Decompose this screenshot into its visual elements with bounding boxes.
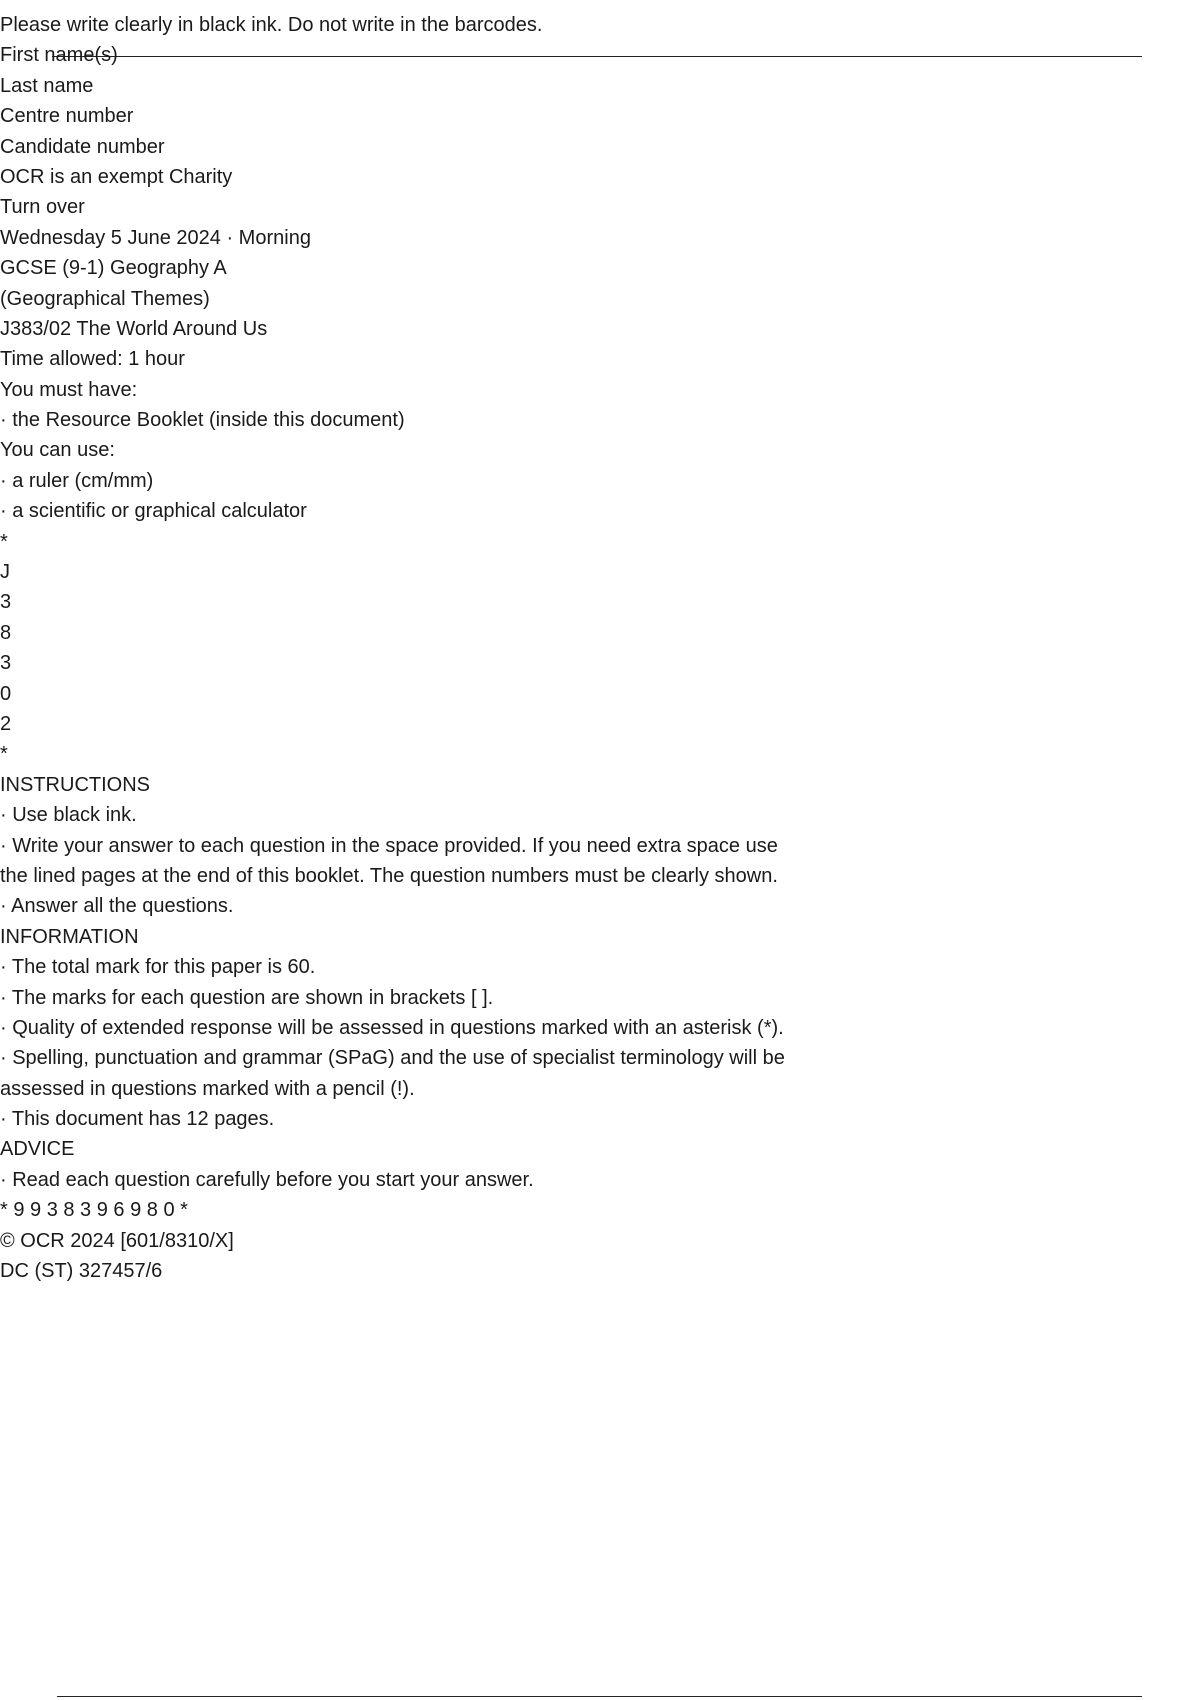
qualification-subtitle: (Geographical Themes) — [0, 287, 210, 310]
information-item-continued: assessed in questions marked with a pencil (!). — [0, 1077, 415, 1100]
centre-number-label: Centre number — [0, 105, 134, 128]
instruction-item: · Use black ink. — [0, 804, 137, 827]
information-item: · Spelling, punctuation and grammar (SPaG) and the use of specialist terminology will be — [0, 1047, 785, 1070]
paper-title: J383/02 The World Around Us — [0, 317, 268, 340]
time-allowed: Time allowed: 1 hour — [0, 348, 185, 371]
instruction-item: · Answer all the questions. — [0, 895, 234, 918]
barcode-char: 3 — [0, 591, 12, 614]
information-heading: INFORMATION — [0, 925, 139, 948]
must-have-item: · the Resource Booklet (inside this document) — [0, 409, 405, 432]
information-item: · The total mark for this paper is 60. — [0, 956, 316, 979]
instruction-item-continued: the lined pages at the end of this booklet. The question numbers must be clearly shown. — [0, 864, 778, 887]
barcode-char: 8 — [0, 621, 12, 644]
barcode-char: * — [0, 743, 8, 766]
instructions-heading: INSTRUCTIONS — [0, 773, 150, 796]
information-item: · This document has 12 pages. — [0, 1108, 275, 1131]
text-lines — [0, 10, 900, 1286]
barcode-char: * — [0, 530, 8, 553]
barcode-char: 2 — [0, 712, 12, 735]
copyright-line: © OCR 2024 [601/8310/X] — [0, 1229, 234, 1252]
barcode-char: 0 — [0, 682, 12, 705]
exam-date: Wednesday 5 June 2024 · Morning — [0, 226, 311, 249]
information-item: · The marks for each question are shown in brackets [ ]. — [0, 986, 494, 1009]
barcode-char: 3 — [0, 652, 12, 675]
qualification-title: GCSE (9-1) Geography A — [0, 257, 227, 280]
last-name-label: Last name — [0, 74, 94, 97]
can-use-item: · a ruler (cm/mm) — [0, 469, 154, 492]
first-name-label: First name(s) — [0, 44, 118, 67]
bottom-rule — [57, 1696, 1142, 1697]
charity-note: OCR is an exempt Charity — [0, 165, 233, 188]
instruction-item: · Write your answer to each question in the space provided. If you need extra space use — [0, 834, 778, 857]
information-item: · Quality of extended response will be assessed in questions marked with an asterisk (*). — [0, 1016, 784, 1039]
advice-item: · Read each question carefully before you start your answer. — [0, 1168, 534, 1191]
instruction-line: Please write clearly in black ink. Do not write in the barcodes. — [0, 14, 543, 36]
document-code: DC (ST) 327457/6 — [0, 1260, 163, 1283]
turn-over-note: Turn over — [0, 196, 85, 219]
candidate-number-label: Candidate number — [0, 135, 165, 158]
barcode-char: J — [0, 561, 10, 584]
barcode-number: * 9 9 3 8 3 9 6 9 8 0 * — [0, 1199, 188, 1222]
can-use-heading: You can use: — [0, 439, 115, 462]
can-use-item: · a scientific or graphical calculator — [0, 500, 307, 523]
advice-heading: ADVICE — [0, 1138, 75, 1161]
must-have-heading: You must have: — [0, 378, 138, 401]
